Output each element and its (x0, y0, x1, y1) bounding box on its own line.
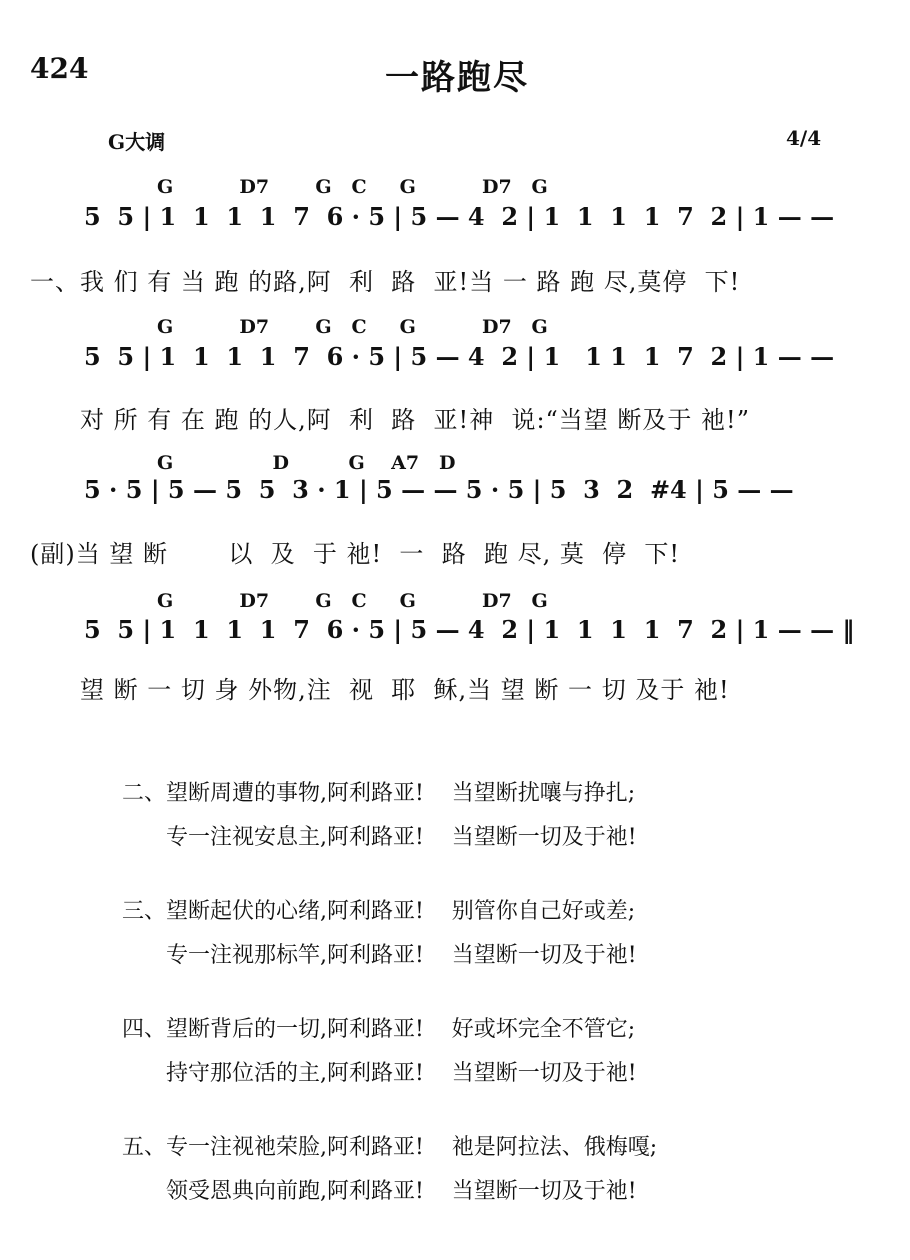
verse-line: 五、专一注视祂荣脸,阿利路亚! 祂是阿拉法、俄梅嘎; (122, 1135, 658, 1160)
chord-line: G D7 G C G D7 G (157, 176, 548, 198)
verse-line: 专一注视那标竿,阿利路亚! 当望断一切及于祂! (166, 943, 637, 968)
lyric-line: 望 断 一 切 身 外物,注 视 耶 稣,当 望 断 一 切 及于 祂! (80, 676, 730, 704)
lyric-line: 一、我 们 有 当 跑 的路,阿 利 路 亚!当 一 路 跑 尽,莫停 下! (30, 268, 741, 296)
notation-line: 5 5 | 1 1 1 1 7 6 · 5 | 5 — 4 2 | 1 1 1 1 7 2 | 1 — — (84, 202, 835, 231)
chord-line: G D7 G C G D7 G (157, 590, 548, 612)
verse-line: 二、望断周遭的事物,阿利路亚! 当望断扰嚷与挣扎; (122, 781, 636, 806)
verse-line: 三、望断起伏的心绪,阿利路亚! 别管你自己好或差; (122, 899, 636, 924)
notation-line: 5 5 | 1 1 1 1 7 6 · 5 | 5 — 4 2 | 1 1 1 1 7 2 | 1 — — ‖ (84, 615, 855, 644)
hymn-title: 一路跑尽 (385, 58, 529, 98)
notation-line: 5 5 | 1 1 1 1 7 6 · 5 | 5 — 4 2 | 1 1 1 1 7 2 | 1 — — (84, 342, 835, 371)
verse-line: 领受恩典向前跑,阿利路亚! 当望断一切及于祂! (166, 1179, 637, 1204)
chord-line: G D7 G C G D7 G (157, 316, 548, 338)
chord-line: G D G A7 D (157, 452, 456, 474)
hymn-number: 424 (30, 52, 89, 85)
verse-line: 持守那位活的主,阿利路亚! 当望断一切及于祂! (166, 1061, 637, 1086)
key-signature: G大调 (108, 130, 166, 154)
lyric-line: (副)当 望 断 以 及 于 祂! 一 路 跑 尽, 莫 停 下! (30, 540, 680, 568)
notation-line: 5 · 5 | 5 — 5 5 3 · 1 | 5 — — 5 · 5 | 5 3 2 #4 | 5 — — (84, 475, 794, 504)
lyric-line: 对 所 有 在 跑 的人,阿 利 路 亚!神 说:“当望 断及于 祂!” (80, 406, 750, 434)
time-signature: 4/4 (786, 126, 822, 150)
verse-line: 四、望断背后的一切,阿利路亚! 好或坏完全不管它; (122, 1017, 636, 1042)
verse-line: 专一注视安息主,阿利路亚! 当望断一切及于祂! (166, 825, 637, 850)
